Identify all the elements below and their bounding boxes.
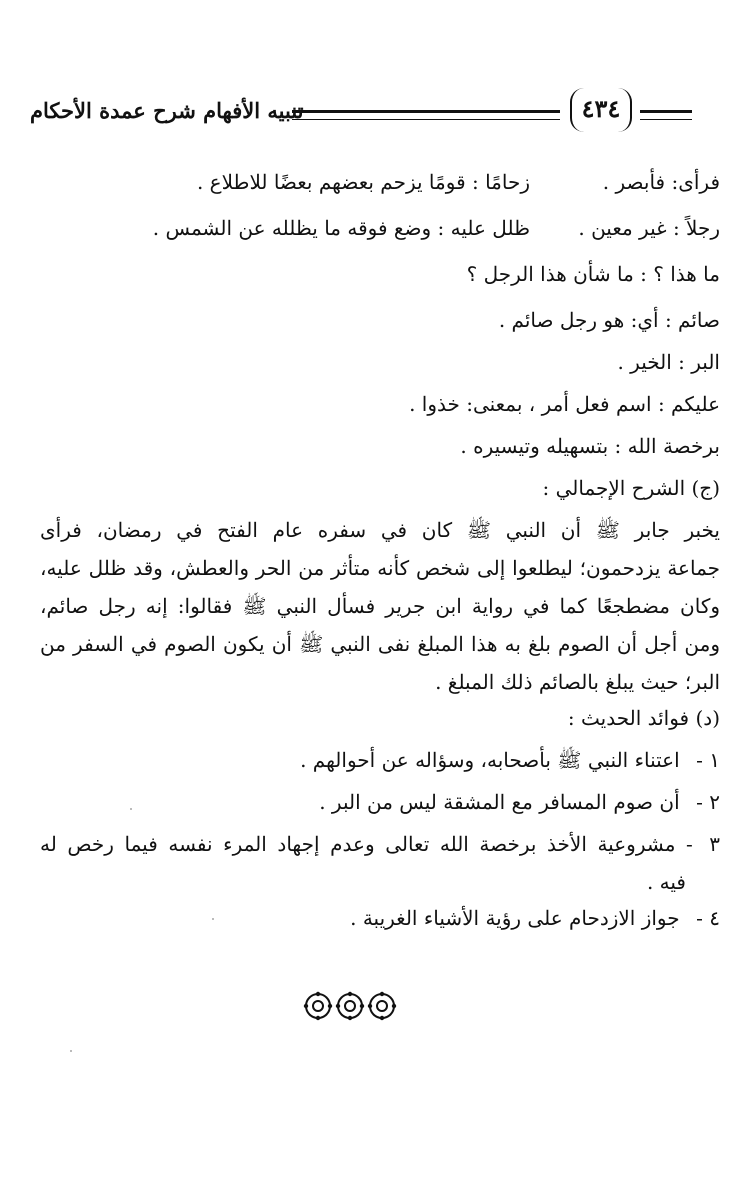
glossary-row: برخصة الله : بتسهيله وتيسيره . bbox=[460, 434, 720, 458]
glossary-meaning: زحامًا : قومًا يزحم بعضهم بعضًا للاطلاع . bbox=[196, 170, 530, 194]
paragraph-line: ومن أجل أن الصوم بلغ به هذا المبلغ نفى النبي ﷺ أن يكون الصوم في السفر من bbox=[40, 632, 720, 656]
benefit-number: ٤ - bbox=[696, 906, 720, 930]
benefit-text: جواز الازدحام على رؤية الأشياء الغريبة . bbox=[350, 906, 680, 930]
three-flower-ornament-icon bbox=[300, 988, 400, 1024]
glossary-row: ما هذا ؟ : ما شأن هذا الرجل ؟ bbox=[466, 262, 720, 286]
scan-speck bbox=[70, 1050, 72, 1052]
benefit-number: ١ - bbox=[696, 748, 720, 772]
paragraph-line: يخبر جابر ﷺ أن النبي ﷺ كان في سفره عام الفتح في رمضان، فرأى bbox=[40, 518, 720, 542]
glossary-meaning: ظلل عليه : وضع فوقه ما يظلله عن الشمس . bbox=[152, 216, 530, 240]
glossary-row bbox=[40, 216, 720, 246]
benefit-text: مشروعية الأخذ برخصة الله تعالى وعدم إجهاد المرء نفسه فيما رخص له bbox=[40, 832, 676, 856]
benefit-item bbox=[300, 748, 720, 778]
glossary-row: عليكم : اسم فعل أمر ، بمعنى: خذوا . bbox=[409, 392, 720, 416]
benefit-item-continued bbox=[647, 870, 686, 900]
paragraph-line: البر؛ حيث يبلغ بالصائم ذلك المبلغ . bbox=[435, 670, 720, 694]
scan-speck bbox=[130, 808, 132, 810]
summary-heading: (ج) الشرح الإجمالي : bbox=[542, 476, 720, 500]
benefits-heading: (د) فوائد الحديث : bbox=[567, 706, 720, 730]
benefit-number: ٣ - bbox=[686, 832, 720, 856]
header-rule-short bbox=[640, 110, 692, 120]
glossary-row: صائم : أي: هو رجل صائم . bbox=[498, 308, 720, 332]
benefit-number: ٢ - bbox=[696, 790, 720, 814]
glossary-row: البر : الخير . bbox=[617, 350, 720, 374]
header-rule-long bbox=[292, 110, 560, 120]
book-title: تنبيه الأفهام شرح عمدة الأحكام bbox=[30, 98, 304, 123]
glossary-row bbox=[40, 170, 720, 200]
benefit-text: فيه . bbox=[646, 870, 686, 894]
running-header bbox=[30, 88, 720, 138]
benefit-text: أن صوم المسافر مع المشقة ليس من البر . bbox=[319, 790, 680, 814]
benefit-item bbox=[350, 906, 720, 936]
paragraph-line: وكان مضطجعًا كما في رواية ابن جرير فسأل النبي ﷺ فقالوا: إنه رجل صائم، bbox=[40, 594, 720, 618]
page-number: ٤٣٤ bbox=[570, 88, 632, 132]
glossary-word: فرأى: فأبصر . bbox=[602, 170, 720, 194]
scan-speck bbox=[212, 918, 214, 920]
paragraph-line: جماعة يزدحمون؛ ليطلعوا إلى شخص كأنه متأثر من الحر والعطش، وقد ظلل عليه، bbox=[40, 556, 720, 580]
benefit-item bbox=[319, 790, 720, 820]
benefit-text: اعتناء النبي ﷺ بأصحابه، وسؤاله عن أحوالهم . bbox=[300, 748, 680, 772]
glossary-word: رجلاً : غير معين . bbox=[578, 216, 720, 240]
benefit-item bbox=[40, 832, 720, 862]
